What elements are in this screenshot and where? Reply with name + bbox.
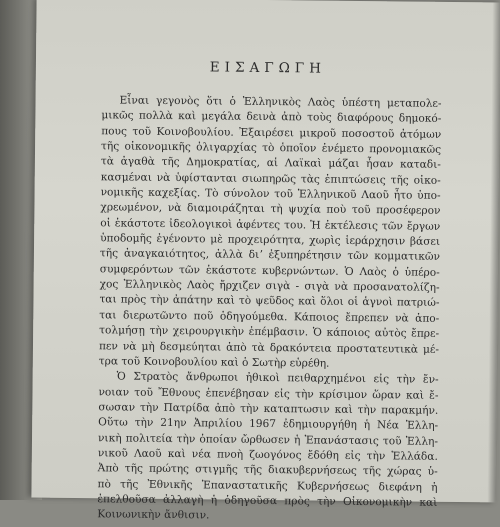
chapter-title: ΕΙΣΑΓΩΓΗ [209,59,327,77]
text-line: Ἀπὸ τῆς πρώτης στιγμῆς τῆς διακυβερνήσεως τῆς χώρας ὑ- [97,462,438,479]
text-line: μικῶς πολλὰ καὶ μεγάλα δεινὰ ἀπὸ τοὺς διαφόρους δημοκό- [101,109,442,126]
text-line: τὰ ἀγαθὰ τῆς Δημοκρατίας, αἱ Λαϊκαὶ μάζαι ἦσαν καταδι- [100,155,441,172]
text-line: ὑποδομῆς ἐγένοντο μὲ προχειρότητα, χωρὶς ἱεράρχησιν βάσει [100,232,441,248]
paragraph [97,369,439,526]
text-line: σωσαν τὴν Πατρίδα ἀπὸ τὴν καταπτωσιν καὶ τὴν παρακμήν. [98,401,439,417]
text-line: Κοινωνικὴν ἄνθισιν. [97,508,210,522]
text-line: Οὕτω τὴν 21ην Ἀπριλίου 1967 ἐδημιουργήθη ἡ Νέα Ἑλλη- [98,416,439,433]
text-line: Ὁ Στρατὸς ἄνθρωποι ἠθικοὶ πειθαρχημένοι εἰς τὴν ἔν- [116,370,439,387]
book-page [31,0,500,522]
text-line: κασμέναι νὰ ὑφίστανται σιωπηρῶς τὰς ἐπιπτώσεις τῆς οἰκο- [100,170,441,187]
text-line: τῆς ἀναγκαιότητος, ἀλλὰ διʼ ἐξυπηρέτησιν τῶν κομματικῶν [99,247,440,264]
text-line: νοιαν τοῦ Ἔθνους ἐπενέβησαν εἰς τὴν κρίσιμον ὥραν καὶ ἔ- [98,385,439,402]
text-line: ται διερωτῶντο ποῦ ὁδηγούμεθα. Κάποιος ἔπρεπεν νὰ ἀπο- [99,309,440,325]
text-line: τῆς οἰκονομικῆς ὀλιγαρχίας τὸ ὁποῖον ἐνέμετο προνομιακῶς [101,140,442,156]
text-line: συμφερόντων τῶν ἑκάστοτε κυβερνώντων. Ὁ Λαὸς ὁ ὑπέρο- [99,263,440,279]
text-line: νικοῦ Λαοῦ καὶ νέα πνοὴ ζωογόνος ἔδόθη εἰς τὴν Ἑλλάδα. [97,447,438,463]
text-line: τολμήσῃ τὴν χειρουργικὴν ἐπέμβασιν. Ὁ κάποιος αὐτὸς ἔπρε- [99,324,440,340]
text-line: νικὴ πολιτεία τὴν ὁποίαν ὤρθωσεν ἡ Ἐπανάστασις τοῦ Ἑλλη- [97,431,439,448]
text-line: ται πρὸς τὴν ἀπάτην καὶ τὸ ψεῦδος καὶ ὅλοι οἱ ἁγνοὶ πατριώ- [99,293,440,310]
text-line: πεν νὰ μὴ δεσμεύηται ἀπὸ τὰ δρακόντεια προστατευτικὰ μέ- [98,339,440,356]
text-line: τρα τοῦ Κοινοβουλίου καὶ ὁ Σωτὴρ εὑρέθη. [98,355,330,370]
text-line: πους τοῦ Κοινοβουλίου. Ἐξαιρέσει μικροῦ ποσοστοῦ ἀτόμων [101,124,442,141]
text-line: Εἶναι γεγονὸς ὅτι ὁ Ἑλληνικὸς Λαὸς ὑπέστη μεταπολε- [119,94,442,110]
paragraph [99,93,442,373]
text-line: χρεωμένον, νὰ διαμοιράζηται τὴ ψυχία ποὺ τοῦ προσέφερον [100,201,441,218]
text-line: πὸ τῆς Ἐθνικῆς Ἐπαναστατικῆς Κυβερνήσεως διεφάνη ἡ [97,477,438,494]
body-text [97,93,441,526]
text-line: ἐπελθοῦσα ἀλλαγὴ ἡ ὁδηγοῦσα πρὸς τὴν Οἰκονομικὴν καὶ [97,493,438,509]
text-line: χος Ἑλληνικὸς Λαὸς ἤρχιζεν σιγὰ - σιγὰ νὰ προσανατολίζη- [99,278,440,294]
text-line: νομικῆς καχεξίας. Τὸ σύνολον τοῦ Ἑλληνικοῦ Λαοῦ ἦτο ὑπο- [100,186,441,202]
text-line: οἱ ἑκάστοτε ἰδεολογικοὶ ἀφέντες του. Ἡ ἐκτέλεσις τῶν ἔργων [100,217,441,233]
